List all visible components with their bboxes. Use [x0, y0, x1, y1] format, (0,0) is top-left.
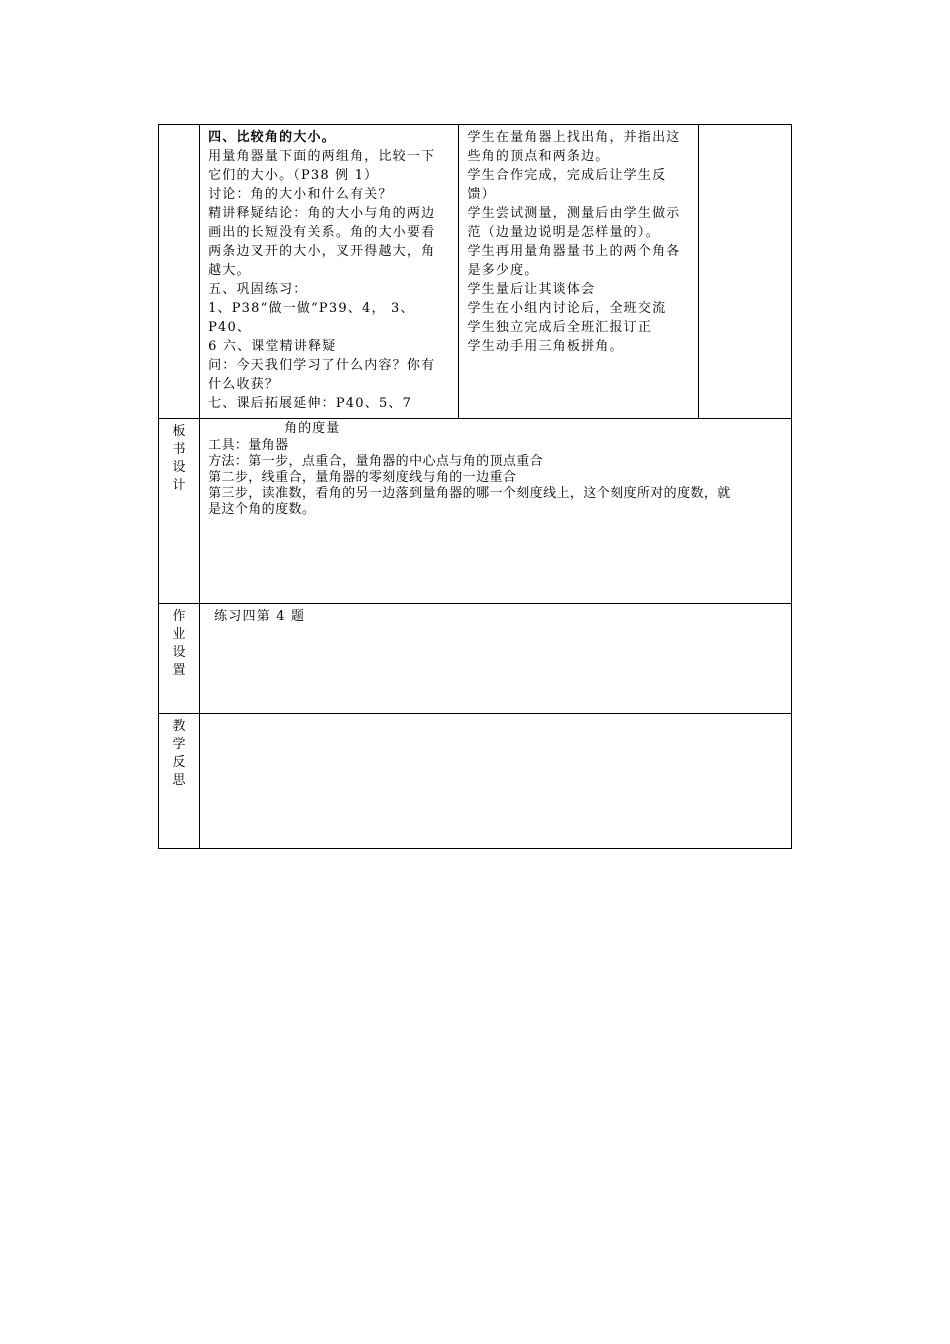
notes-cell	[698, 125, 791, 419]
label-char: 反	[172, 755, 186, 770]
label-char: 计	[172, 478, 186, 493]
board-line: 是这个角的度数。	[208, 502, 316, 517]
teacher-line: 七、课后拓展延伸：P40、5、7	[208, 396, 413, 411]
homework-content	[200, 604, 792, 714]
teacher-line: 五、巩固练习：	[208, 282, 308, 297]
student-activity-cell	[459, 125, 698, 419]
teacher-line: 问：今天我们学习了什么内容？你有	[208, 358, 436, 373]
board-line: 方法：第一步，点重合，量角器的中心点与角的顶点重合	[208, 454, 544, 469]
reflection-content	[200, 714, 792, 849]
student-line: 学生量后让其谈体会	[467, 282, 596, 297]
label-char: 板	[172, 424, 186, 439]
student-line: 馈）	[467, 187, 496, 202]
student-line: 是多少度。	[467, 263, 539, 278]
board-design-row	[159, 419, 792, 604]
label-char: 书	[172, 442, 186, 457]
student-line: 学生独立完成后全班汇报订正	[467, 320, 653, 335]
label-char: 作	[172, 609, 186, 624]
student-line: 些角的顶点和两条边。	[467, 149, 610, 164]
reflection-label	[159, 714, 200, 849]
board-design-content	[200, 419, 792, 604]
label-char: 设	[172, 460, 186, 475]
activity-row	[159, 125, 792, 419]
student-line: 学生在量角器上找出角，并指出这	[467, 130, 681, 145]
teacher-line: 越大。	[208, 263, 251, 278]
label-char: 业	[172, 627, 186, 642]
label-char: 思	[172, 773, 186, 788]
student-line: 学生再用量角器量书上的两个角各	[467, 244, 681, 259]
activity-label-cell	[159, 125, 200, 419]
board-line: 工具：量角器	[208, 438, 289, 453]
teacher-line: 讨论：角的大小和什么有关？	[208, 187, 393, 202]
teacher-activity-cell	[200, 125, 459, 419]
board-line: 第二步，线重合，量角器的零刻度线与角的一边重合	[208, 470, 517, 485]
teacher-line: 1、P38“做一做”P39、4， 3、P40、	[208, 301, 415, 335]
label-char: 教	[172, 719, 186, 734]
student-line: 学生合作完成，完成后让学生反	[467, 168, 667, 183]
section-heading: 四、比较角的大小。	[208, 130, 336, 145]
teacher-line: 画出的长短没有关系。角的大小要看	[208, 225, 436, 240]
homework-row	[159, 604, 792, 714]
homework-text: 练习四第 4 题	[214, 609, 306, 624]
teacher-line: 它们的大小。（P38 例 1）	[208, 168, 379, 183]
teacher-line: 精讲释疑结论：角的大小与角的两边	[208, 206, 436, 221]
teacher-line: 什么收获？	[208, 377, 280, 392]
student-line: 学生尝试测量，测量后由学生做示	[467, 206, 681, 221]
student-line: 范（边量边说明是怎样量的）。	[467, 225, 660, 240]
teacher-line: 6 六、课堂精讲释疑	[208, 339, 337, 354]
board-design-label	[159, 419, 200, 604]
lesson-plan-table	[158, 124, 792, 849]
reflection-row	[159, 714, 792, 849]
student-line: 学生动手用三角板拼角。	[467, 339, 624, 354]
student-line: 学生在小组内讨论后，全班交流	[467, 301, 667, 316]
label-char: 学	[172, 737, 186, 752]
teacher-line: 用量角器量下面的两组角，比较一下	[208, 149, 436, 164]
board-title: 角的度量	[284, 421, 341, 436]
label-char: 置	[172, 663, 186, 678]
teacher-line: 两条边叉开的大小，叉开得越大，角	[208, 244, 436, 259]
homework-label	[159, 604, 200, 714]
board-line: 第三步，读准数，看角的另一边落到量角器的哪一个刻度线上，这个刻度所对的度数，就	[208, 486, 731, 501]
label-char: 设	[172, 645, 186, 660]
